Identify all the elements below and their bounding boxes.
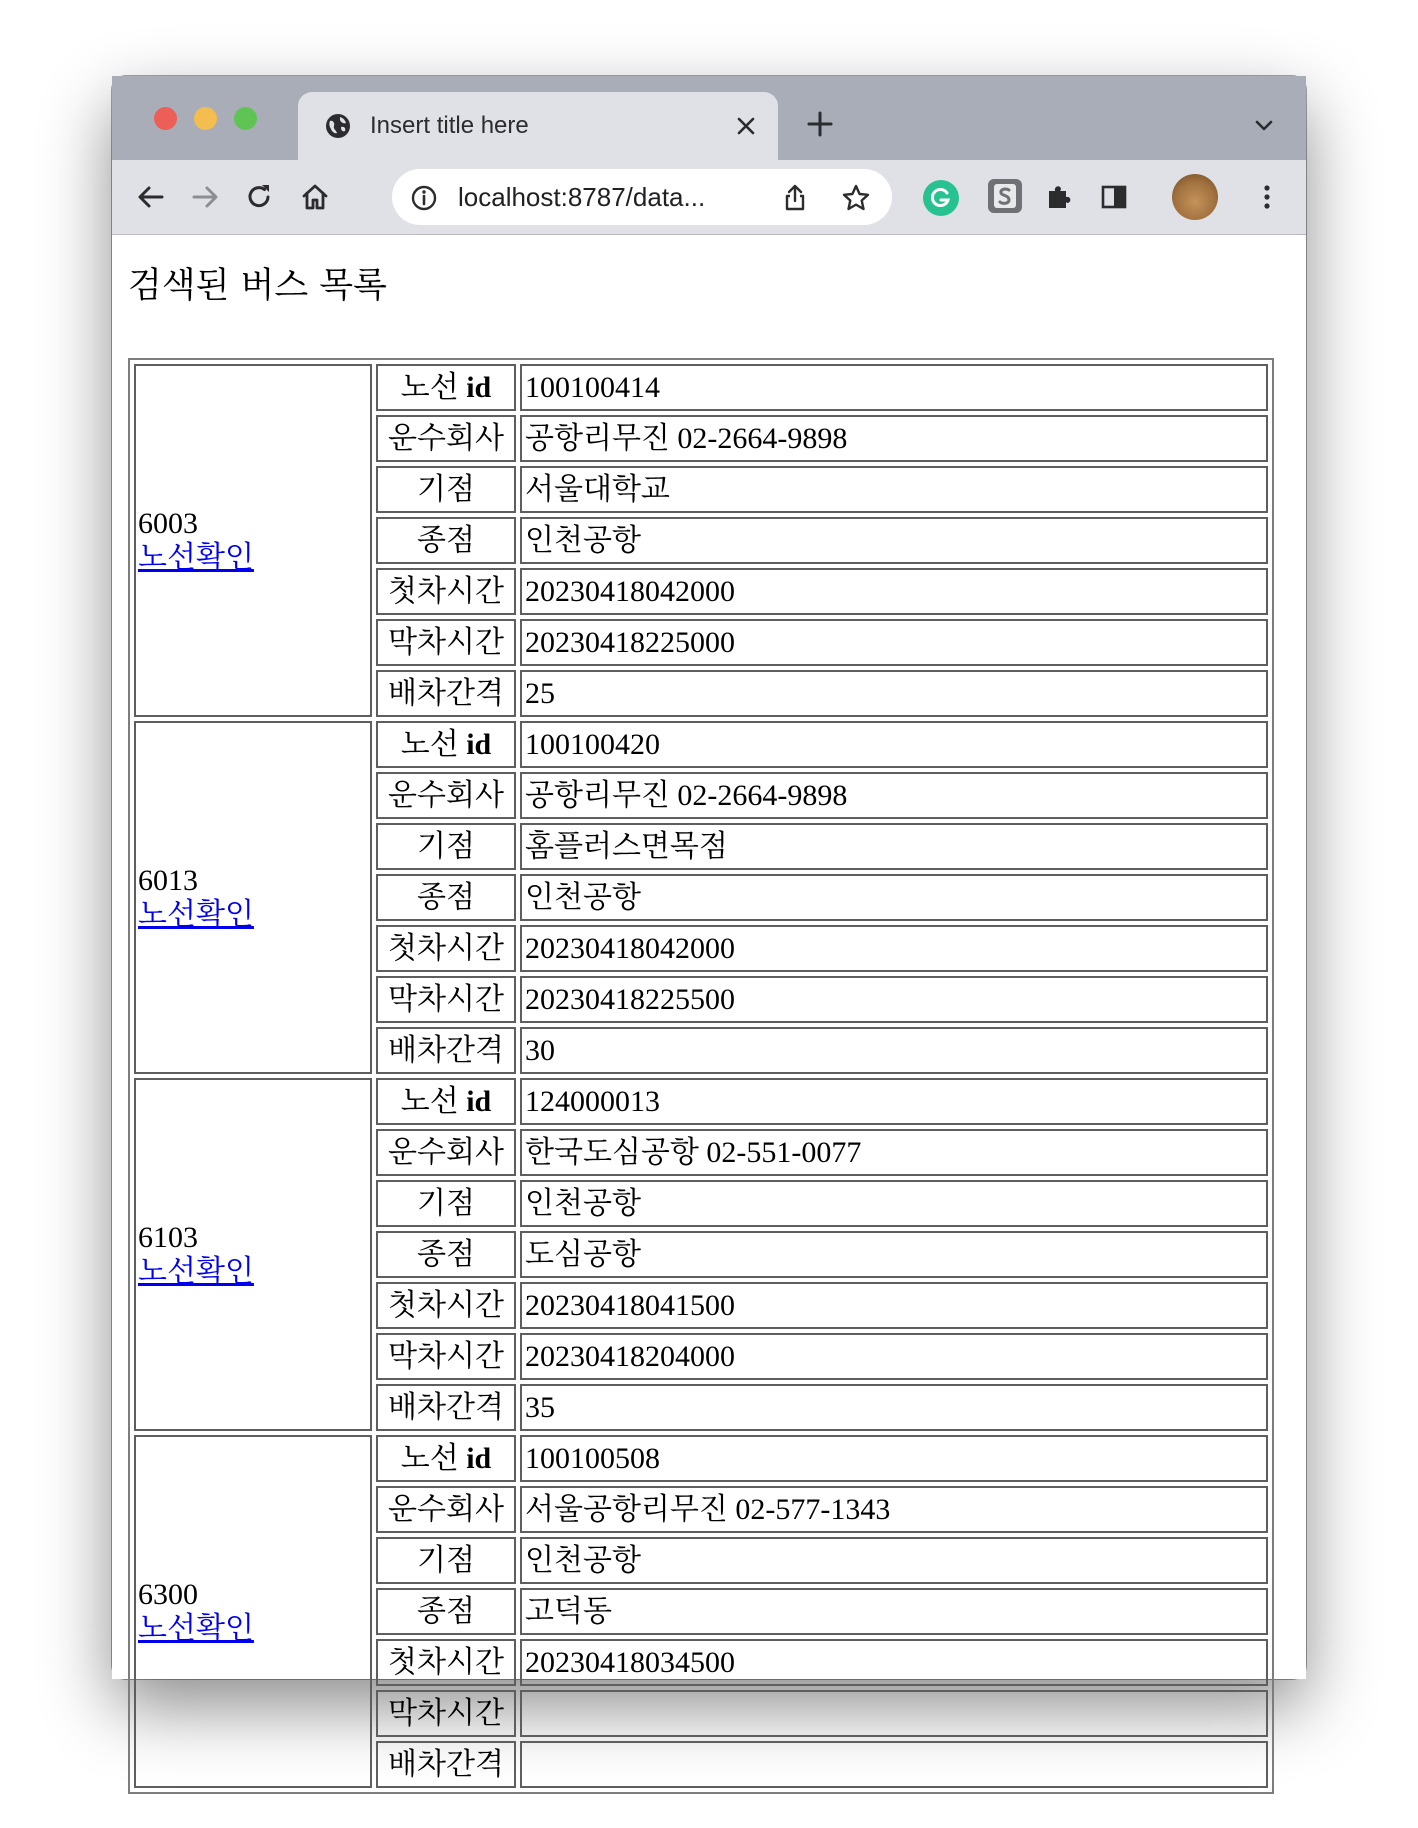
- route-cell: [134, 364, 372, 717]
- extensions-puzzle-icon[interactable]: [1042, 180, 1076, 214]
- info-icon[interactable]: [410, 184, 438, 212]
- company-value: 공항리무진 02-2664-9898: [520, 772, 1268, 819]
- interval-label: 배차간격: [376, 1027, 516, 1074]
- route-id-label-suffix: id: [466, 727, 492, 761]
- end-label: 종점: [376, 517, 516, 564]
- browser-toolbar: [112, 160, 1306, 235]
- first-time-value: 20230418041500: [520, 1282, 1268, 1329]
- end-label: 종점: [376, 1588, 516, 1635]
- first-time-value: 20230418042000: [520, 568, 1268, 615]
- end-label: 종점: [376, 1231, 516, 1278]
- globe-icon: [324, 112, 352, 140]
- end-value: 인천공항: [520, 874, 1268, 921]
- plus-icon[interactable]: [805, 109, 835, 139]
- start-label: 기점: [376, 466, 516, 513]
- route-id-label: [376, 1435, 516, 1482]
- route-detail-link[interactable]: 노선확인: [138, 897, 254, 931]
- start-label: 기점: [376, 1180, 516, 1227]
- address-bar[interactable]: [392, 169, 892, 225]
- end-value: 도심공항: [520, 1231, 1268, 1278]
- bus-list-body: [134, 364, 1268, 1788]
- interval-label: 배차간격: [376, 1741, 516, 1788]
- tab-strip: [112, 76, 1306, 160]
- last-time-value: 20230418204000: [520, 1333, 1268, 1380]
- company-label: 운수회사: [376, 1486, 516, 1533]
- route-detail-link[interactable]: 노선확인: [138, 540, 254, 574]
- last-time-value: [520, 1690, 1268, 1737]
- first-time-label: 첫차시간: [376, 1282, 516, 1329]
- last-time-label: 막차시간: [376, 619, 516, 666]
- route-id-label-prefix: 노선: [400, 727, 459, 761]
- route-id-value: 100100508: [520, 1435, 1268, 1482]
- route-number: 6103: [138, 1220, 198, 1254]
- page-title: 검색된 버스 목록: [128, 266, 387, 306]
- bus-info-row: [134, 1435, 1268, 1482]
- company-label: 운수회사: [376, 1129, 516, 1176]
- interval-value: 30: [520, 1027, 1268, 1074]
- start-value: 인천공항: [520, 1180, 1268, 1227]
- back-arrow-icon[interactable]: [134, 180, 168, 214]
- start-label: 기점: [376, 1537, 516, 1584]
- bus-info-row: [134, 721, 1268, 768]
- route-id-label-suffix: id: [466, 1441, 492, 1475]
- url-text[interactable]: localhost:8787/data...: [458, 182, 706, 212]
- last-time-value: 20230418225500: [520, 976, 1268, 1023]
- first-time-value: 20230418034500: [520, 1639, 1268, 1686]
- company-value: 서울공항리무진 02-577-1343: [520, 1486, 1268, 1533]
- zoom-window-button[interactable]: [234, 107, 257, 130]
- route-id-label-prefix: 노선: [400, 370, 459, 404]
- route-cell: [134, 1078, 372, 1431]
- forward-arrow-icon[interactable]: [188, 180, 222, 214]
- grammarly-extension-icon[interactable]: [923, 180, 959, 216]
- page-content: [112, 235, 1306, 1781]
- end-label: 종점: [376, 874, 516, 921]
- more-vertical-icon[interactable]: [1250, 180, 1284, 214]
- route-id-label: [376, 364, 516, 411]
- last-time-label: 막차시간: [376, 1333, 516, 1380]
- company-value: 공항리무진 02-2664-9898: [520, 415, 1268, 462]
- company-value: 한국도심공항 02-551-0077: [520, 1129, 1268, 1176]
- company-label: 운수회사: [376, 772, 516, 819]
- route-id-label-suffix: id: [466, 370, 492, 404]
- start-value: 홈플러스면목점: [520, 823, 1268, 870]
- first-time-label: 첫차시간: [376, 568, 516, 615]
- close-icon[interactable]: [734, 114, 758, 138]
- last-time-label: 막차시간: [376, 1690, 516, 1737]
- first-time-label: 첫차시간: [376, 925, 516, 972]
- route-id-label-prefix: 노선: [400, 1084, 459, 1118]
- bus-list-table: [128, 358, 1274, 1794]
- route-id-label: [376, 721, 516, 768]
- reload-icon[interactable]: [242, 180, 276, 214]
- first-time-label: 첫차시간: [376, 1639, 516, 1686]
- chevron-down-icon[interactable]: [1252, 114, 1276, 138]
- tab-title: Insert title here: [370, 112, 529, 139]
- close-window-button[interactable]: [154, 107, 177, 130]
- end-value: 인천공항: [520, 517, 1268, 564]
- share-icon[interactable]: [780, 182, 810, 212]
- start-value: 인천공항: [520, 1537, 1268, 1584]
- company-label: 운수회사: [376, 415, 516, 462]
- interval-value: 35: [520, 1384, 1268, 1431]
- route-detail-link[interactable]: 노선확인: [138, 1611, 254, 1645]
- start-value: 서울대학교: [520, 466, 1268, 513]
- side-panel-icon[interactable]: [1097, 180, 1131, 214]
- route-detail-link[interactable]: 노선확인: [138, 1254, 254, 1288]
- end-value: 고덕동: [520, 1588, 1268, 1635]
- route-id-label-prefix: 노선: [400, 1441, 459, 1475]
- s-letter-icon: [988, 179, 1022, 213]
- first-time-value: 20230418042000: [520, 925, 1268, 972]
- start-label: 기점: [376, 823, 516, 870]
- interval-value: 25: [520, 670, 1268, 717]
- minimize-window-button[interactable]: [194, 107, 217, 130]
- route-cell: [134, 721, 372, 1074]
- tab-active[interactable]: [298, 92, 778, 160]
- star-icon[interactable]: [840, 182, 872, 214]
- grammarly-g-icon: [923, 180, 959, 216]
- route-id-value: 100100414: [520, 364, 1268, 411]
- route-number: 6003: [138, 506, 198, 540]
- route-id-value: 100100420: [520, 721, 1268, 768]
- last-time-value: 20230418225000: [520, 619, 1268, 666]
- interval-label: 배차간격: [376, 670, 516, 717]
- s-extension-icon[interactable]: [988, 179, 1022, 213]
- route-id-value: 124000013: [520, 1078, 1268, 1125]
- bus-info-row: [134, 364, 1268, 411]
- route-id-label-suffix: id: [466, 1084, 492, 1118]
- route-number: 6013: [138, 863, 198, 897]
- profile-avatar[interactable]: [1172, 174, 1218, 220]
- interval-label: 배차간격: [376, 1384, 516, 1431]
- route-number: 6300: [138, 1577, 198, 1611]
- browser-window: [112, 76, 1306, 1781]
- interval-value: [520, 1741, 1268, 1788]
- route-cell: [134, 1435, 372, 1788]
- last-time-label: 막차시간: [376, 976, 516, 1023]
- route-id-label: [376, 1078, 516, 1125]
- bus-info-row: [134, 1078, 1268, 1125]
- home-icon[interactable]: [298, 180, 332, 214]
